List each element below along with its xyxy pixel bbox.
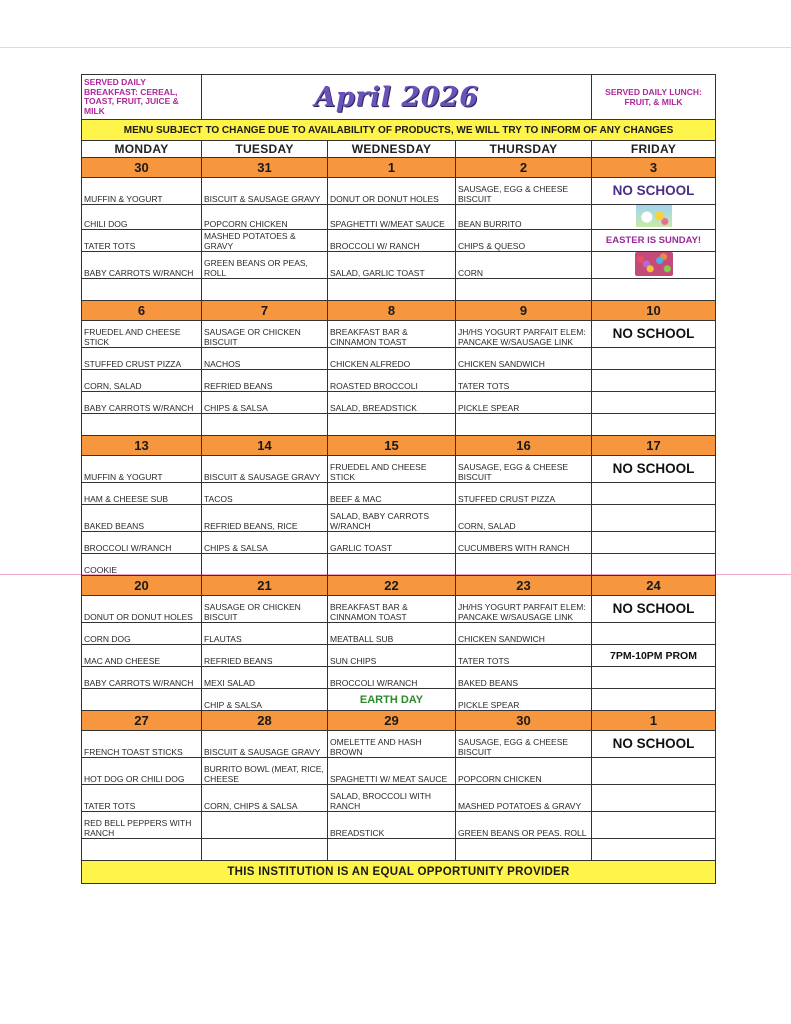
menu-item-row — [82, 532, 716, 554]
menu-item-row — [82, 758, 716, 785]
menu-cell-tuesday: REFRIED BEANS — [202, 645, 328, 667]
menu-cell-friday — [592, 279, 716, 301]
week-date-row — [82, 436, 716, 456]
menu-item-row — [82, 689, 716, 711]
menu-cell-monday: HOT DOG OR CHILI DOG — [82, 758, 202, 785]
menu-item-row — [82, 483, 716, 505]
menu-cell-monday: HAM & CHEESE SUB — [82, 483, 202, 505]
menu-cell-thursday: SAUSAGE, EGG & CHEESE BISCUIT — [456, 731, 592, 758]
menu-cell-tuesday: BISCUIT & SAUSAGE GRAVY — [202, 456, 328, 483]
menu-cell-thursday — [456, 839, 592, 861]
menu-cell-wednesday: SALAD, BABY CARROTS W/RANCH — [328, 505, 456, 532]
menu-cell-tuesday: BISCUIT & SAUSAGE GRAVY — [202, 731, 328, 758]
date-cell-friday: 17 — [592, 436, 716, 456]
day-header-tuesday: TUESDAY — [202, 141, 328, 158]
menu-cell-friday — [592, 392, 716, 414]
menu-cell-tuesday: MASHED POTATOES & GRAVY — [202, 230, 328, 252]
menu-cell-wednesday — [328, 414, 456, 436]
date-cell-friday: 3 — [592, 158, 716, 178]
menu-cell-tuesday: CHIPS & SALSA — [202, 532, 328, 554]
lunch-note: SERVED DAILY LUNCH: FRUIT, & MILK — [592, 75, 716, 120]
date-cell-wednesday: 22 — [328, 576, 456, 596]
menu-cell-tuesday: CHIPS & SALSA — [202, 392, 328, 414]
menu-item-row — [82, 252, 716, 279]
change-notice: MENU SUBJECT TO CHANGE DUE TO AVAILABILITY OF PRODUCTS, WE WILL TRY TO INFORM OF ANY CHANGES — [82, 120, 716, 141]
menu-cell-monday: CORN, SALAD — [82, 370, 202, 392]
menu-cell-thursday: POPCORN CHICKEN — [456, 758, 592, 785]
date-cell-thursday: 30 — [456, 711, 592, 731]
menu-cell-monday: MUFFIN & YOGURT — [82, 178, 202, 205]
menu-cell-friday — [592, 252, 716, 279]
menu-calendar-table — [81, 74, 716, 884]
menu-cell-thursday: BAKED BEANS — [456, 667, 592, 689]
menu-cell-tuesday: SAUSAGE OR CHICKEN BISCUIT — [202, 596, 328, 623]
menu-cell-tuesday: CHIP & SALSA — [202, 689, 328, 711]
menu-cell-wednesday: BREAKFAST BAR & CINNAMON TOAST — [328, 596, 456, 623]
menu-cell-wednesday: SPAGHETTI W/MEAT SAUCE — [328, 205, 456, 230]
menu-cell-thursday: SAUSAGE, EGG & CHEESE BISCUIT — [456, 178, 592, 205]
menu-cell-thursday: GREEN BEANS OR PEAS. ROLL — [456, 812, 592, 839]
menu-cell-friday — [592, 689, 716, 711]
menu-cell-friday — [592, 839, 716, 861]
menu-cell-wednesday: FRUEDEL AND CHEESE STICK — [328, 456, 456, 483]
menu-cell-wednesday: CHICKEN ALFREDO — [328, 348, 456, 370]
week-date-row — [82, 576, 716, 596]
easter-bunny-image — [636, 205, 672, 227]
menu-cell-wednesday: BROCCOLI W/ RANCH — [328, 230, 456, 252]
menu-cell-friday — [592, 483, 716, 505]
earth-day-note: EARTH DAY — [328, 689, 456, 711]
menu-cell-tuesday — [202, 812, 328, 839]
date-cell-tuesday: 14 — [202, 436, 328, 456]
menu-item-row — [82, 230, 716, 252]
menu-cell-wednesday — [328, 839, 456, 861]
menu-cell-wednesday: ROASTED BROCCOLI — [328, 370, 456, 392]
menu-cell-thursday: PICKLE SPEAR — [456, 689, 592, 711]
menu-cell-monday: TATER TOTS — [82, 785, 202, 812]
menu-cell-friday — [592, 348, 716, 370]
menu-cell-wednesday: BROCCOLI W/RANCH — [328, 667, 456, 689]
menu-cell-thursday: MASHED POTATOES & GRAVY — [456, 785, 592, 812]
menu-cell-thursday — [456, 414, 592, 436]
week-date-row — [82, 711, 716, 731]
menu-cell-friday — [592, 758, 716, 785]
menu-cell-thursday: CORN, SALAD — [456, 505, 592, 532]
menu-cell-monday — [82, 839, 202, 861]
no-school-label: NO SCHOOL — [592, 731, 716, 758]
menu-cell-wednesday: SUN CHIPS — [328, 645, 456, 667]
date-cell-wednesday: 1 — [328, 158, 456, 178]
menu-item-row — [82, 205, 716, 230]
menu-cell-wednesday: SPAGHETTI W/ MEAT SAUCE — [328, 758, 456, 785]
menu-cell-friday — [592, 414, 716, 436]
date-cell-thursday: 2 — [456, 158, 592, 178]
menu-cell-friday — [592, 370, 716, 392]
menu-cell-friday — [592, 785, 716, 812]
menu-cell-wednesday: OMELETTE AND HASH BROWN — [328, 731, 456, 758]
menu-cell-monday: BABY CARROTS W/RANCH — [82, 667, 202, 689]
menu-cell-monday: DONUT OR DONUT HOLES — [82, 596, 202, 623]
menu-cell-monday: CHILI DOG — [82, 205, 202, 230]
menu-cell-friday — [592, 554, 716, 576]
date-cell-monday: 20 — [82, 576, 202, 596]
menu-item-row — [82, 645, 716, 667]
menu-cell-wednesday: SALAD, BROCCOLI WITH RANCH — [328, 785, 456, 812]
menu-cell-tuesday: FLAUTAS — [202, 623, 328, 645]
date-cell-thursday: 16 — [456, 436, 592, 456]
menu-cell-tuesday: REFRIED BEANS, RICE — [202, 505, 328, 532]
menu-item-row — [82, 839, 716, 861]
date-cell-thursday: 23 — [456, 576, 592, 596]
menu-cell-thursday: STUFFED CRUST PIZZA — [456, 483, 592, 505]
scan-line-top — [0, 47, 791, 48]
menu-cell-wednesday: GARLIC TOAST — [328, 532, 456, 554]
menu-cell-tuesday: TACOS — [202, 483, 328, 505]
menu-cell-thursday: CHICKEN SANDWICH — [456, 348, 592, 370]
menu-cell-thursday: TATER TOTS — [456, 645, 592, 667]
menu-cell-friday — [592, 505, 716, 532]
date-cell-friday: 10 — [592, 301, 716, 321]
menu-cell-tuesday — [202, 279, 328, 301]
week-date-row — [82, 158, 716, 178]
menu-cell-monday: BABY CARROTS W/RANCH — [82, 252, 202, 279]
menu-cell-monday — [82, 279, 202, 301]
no-school-label: NO SCHOOL — [592, 596, 716, 623]
menu-item-row — [82, 279, 716, 301]
menu-item-row — [82, 505, 716, 532]
menu-cell-tuesday: NACHOS — [202, 348, 328, 370]
easter-eggs-image — [635, 252, 673, 276]
menu-cell-thursday: SAUSAGE, EGG & CHEESE BISCUIT — [456, 456, 592, 483]
menu-cell-wednesday — [328, 554, 456, 576]
menu-item-row — [82, 596, 716, 623]
menu-item-row — [82, 392, 716, 414]
menu-cell-monday — [82, 689, 202, 711]
menu-cell-friday — [592, 532, 716, 554]
menu-item-row — [82, 554, 716, 576]
menu-cell-wednesday: DONUT OR DONUT HOLES — [328, 178, 456, 205]
menu-cell-thursday — [456, 554, 592, 576]
menu-cell-tuesday — [202, 554, 328, 576]
menu-cell-monday: RED BELL PEPPERS WITH RANCH — [82, 812, 202, 839]
footer-row — [82, 861, 716, 884]
menu-cell-tuesday: BISCUIT & SAUSAGE GRAVY — [202, 178, 328, 205]
menu-cell-friday — [592, 205, 716, 230]
menu-item-row — [82, 812, 716, 839]
menu-cell-thursday: CHIPS & QUESO — [456, 230, 592, 252]
menu-cell-thursday: CHICKEN SANDWICH — [456, 623, 592, 645]
menu-cell-monday: MAC AND CHEESE — [82, 645, 202, 667]
menu-cell-monday: BAKED BEANS — [82, 505, 202, 532]
no-school-label: NO SCHOOL — [592, 456, 716, 483]
menu-cell-wednesday: BREADSTICK — [328, 812, 456, 839]
date-cell-monday: 30 — [82, 158, 202, 178]
date-cell-monday: 13 — [82, 436, 202, 456]
date-cell-thursday: 9 — [456, 301, 592, 321]
menu-item-row — [82, 414, 716, 436]
menu-cell-monday: COOKIE — [82, 554, 202, 576]
menu-cell-thursday: CUCUMBERS WITH RANCH — [456, 532, 592, 554]
menu-cell-tuesday: REFRIED BEANS — [202, 370, 328, 392]
menu-cell-monday: CORN DOG — [82, 623, 202, 645]
menu-cell-wednesday: MEATBALL SUB — [328, 623, 456, 645]
menu-cell-thursday: CORN — [456, 252, 592, 279]
menu-item-row — [82, 667, 716, 689]
menu-cell-monday: BABY CARROTS W/RANCH — [82, 392, 202, 414]
day-header-friday: FRIDAY — [592, 141, 716, 158]
menu-cell-thursday — [456, 279, 592, 301]
menu-item-row — [82, 178, 716, 205]
menu-cell-thursday: BEAN BURRITO — [456, 205, 592, 230]
menu-cell-thursday: JH/HS YOGURT PARFAIT ELEM: PANCAKE W/SAUSAGE LINK — [456, 596, 592, 623]
menu-cell-friday — [592, 667, 716, 689]
menu-cell-tuesday — [202, 839, 328, 861]
prom-note: 7PM-10PM PROM — [592, 645, 716, 667]
menu-item-row — [82, 370, 716, 392]
date-cell-wednesday: 15 — [328, 436, 456, 456]
menu-title-cell — [202, 75, 592, 120]
day-header-thursday: THURSDAY — [456, 141, 592, 158]
menu-cell-monday: MUFFIN & YOGURT — [82, 456, 202, 483]
no-school-label: NO SCHOOL — [592, 178, 716, 205]
menu-cell-thursday: TATER TOTS — [456, 370, 592, 392]
menu-cell-wednesday: BEEF & MAC — [328, 483, 456, 505]
menu-item-row — [82, 321, 716, 348]
menu-cell-wednesday: SALAD, BREADSTICK — [328, 392, 456, 414]
date-cell-friday: 1 — [592, 711, 716, 731]
menu-item-row — [82, 731, 716, 758]
day-header-monday: MONDAY — [82, 141, 202, 158]
date-cell-wednesday: 8 — [328, 301, 456, 321]
menu-item-row — [82, 456, 716, 483]
menu-cell-monday: FRUEDEL AND CHEESE STICK — [82, 321, 202, 348]
menu-item-row — [82, 623, 716, 645]
menu-cell-monday: FRENCH TOAST STICKS — [82, 731, 202, 758]
menu-cell-monday: BROCCOLI W/RANCH — [82, 532, 202, 554]
date-cell-tuesday: 21 — [202, 576, 328, 596]
menu-cell-tuesday: SAUSAGE OR CHICKEN BISCUIT — [202, 321, 328, 348]
menu-cell-wednesday: BREAKFAST BAR & CINNAMON TOAST — [328, 321, 456, 348]
easter-note: EASTER IS SUNDAY! — [592, 230, 716, 252]
menu-cell-tuesday — [202, 414, 328, 436]
menu-cell-thursday: PICKLE SPEAR — [456, 392, 592, 414]
day-header-wednesday: WEDNESDAY — [328, 141, 456, 158]
menu-cell-tuesday: CORN, CHIPS & SALSA — [202, 785, 328, 812]
breakfast-note: SERVED DAILY BREAKFAST: CEREAL, TOAST, FRUIT, JUICE & MILK — [82, 75, 202, 120]
menu-cell-tuesday: GREEN BEANS OR PEAS, ROLL — [202, 252, 328, 279]
date-cell-tuesday: 31 — [202, 158, 328, 178]
date-cell-tuesday: 7 — [202, 301, 328, 321]
menu-cell-tuesday: POPCORN CHICKEN — [202, 205, 328, 230]
menu-cell-tuesday: BURRITO BOWL (MEAT, RICE, CHEESE — [202, 758, 328, 785]
menu-cell-wednesday — [328, 279, 456, 301]
date-cell-monday: 6 — [82, 301, 202, 321]
date-cell-wednesday: 29 — [328, 711, 456, 731]
menu-cell-thursday: JH/HS YOGURT PARFAIT ELEM: PANCAKE W/SAUSAGE LINK — [456, 321, 592, 348]
menu-cell-monday — [82, 414, 202, 436]
menu-cell-tuesday: MEXI SALAD — [202, 667, 328, 689]
menu-cell-monday: STUFFED CRUST PIZZA — [82, 348, 202, 370]
menu-item-row — [82, 785, 716, 812]
menu-cell-monday: TATER TOTS — [82, 230, 202, 252]
date-cell-monday: 27 — [82, 711, 202, 731]
menu-cell-wednesday: SALAD, GARLIC TOAST — [328, 252, 456, 279]
menu-cell-friday — [592, 812, 716, 839]
no-school-label: NO SCHOOL — [592, 321, 716, 348]
date-cell-friday: 24 — [592, 576, 716, 596]
week-date-row — [82, 301, 716, 321]
menu-item-row — [82, 348, 716, 370]
menu-title: April 2026 — [314, 81, 479, 113]
equal-opportunity-footer: THIS INSTITUTION IS AN EQUAL OPPORTUNITY PROVIDER — [82, 861, 716, 884]
menu-cell-friday — [592, 623, 716, 645]
date-cell-tuesday: 28 — [202, 711, 328, 731]
